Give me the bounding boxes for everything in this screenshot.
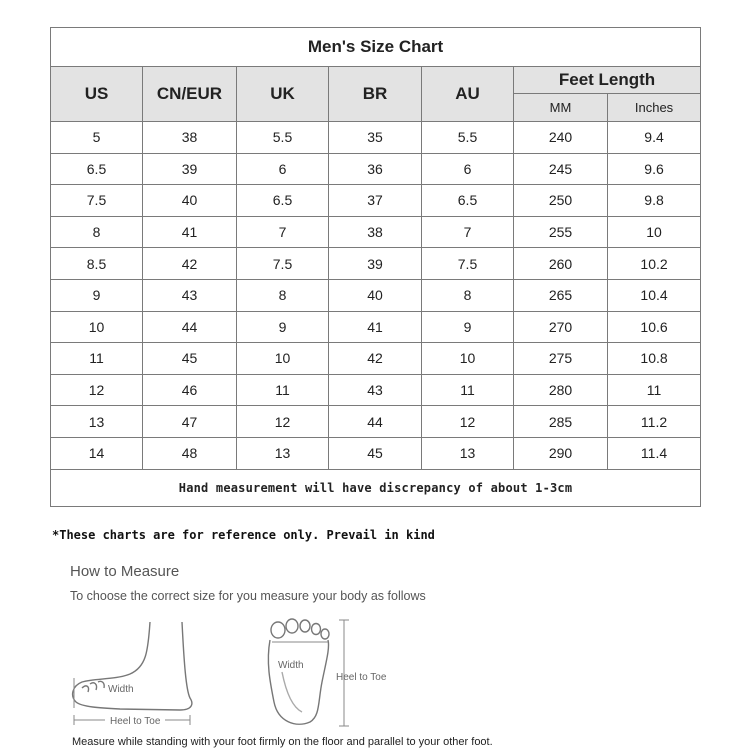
table-cell: 47 xyxy=(143,406,237,438)
table-note-row xyxy=(51,469,701,506)
how-to-measure-title: How to Measure xyxy=(70,563,180,580)
table-cell: 6 xyxy=(237,153,329,185)
table-row xyxy=(51,279,701,311)
table-cell: 8.5 xyxy=(51,248,143,280)
table-cell: 11.2 xyxy=(608,406,701,438)
table-cell: 5 xyxy=(51,122,143,154)
table-cell: 46 xyxy=(143,374,237,406)
table-cell: 11 xyxy=(422,374,514,406)
table-cell: 290 xyxy=(514,437,608,469)
table-cell: 280 xyxy=(514,374,608,406)
table-cell: 5.5 xyxy=(422,122,514,154)
table-cell: 9 xyxy=(51,279,143,311)
table-cell: 10.8 xyxy=(608,343,701,375)
table-cell: 275 xyxy=(514,343,608,375)
table-cell: 7.5 xyxy=(51,185,143,217)
table-row xyxy=(51,437,701,469)
table-cell: 285 xyxy=(514,406,608,438)
table-row xyxy=(51,248,701,280)
table-cell: 7.5 xyxy=(237,248,329,280)
table-cell: 9 xyxy=(422,311,514,343)
table-cell: 42 xyxy=(143,248,237,280)
table-cell: 260 xyxy=(514,248,608,280)
table-title-row xyxy=(51,28,701,67)
table-cell: 265 xyxy=(514,279,608,311)
table-cell: 44 xyxy=(143,311,237,343)
foot-side-view-icon xyxy=(73,622,192,710)
heel-to-toe-label-side: Heel to Toe xyxy=(110,716,161,727)
how-to-measure-footer: Measure while standing with your foot firmly on the floor and parallel to your other foot. xyxy=(72,736,493,748)
table-cell: 6.5 xyxy=(237,185,329,217)
foot-top-view-icon xyxy=(268,619,329,724)
table-cell: 270 xyxy=(514,311,608,343)
measurement-note: Hand measurement will have discrepancy of about 1-3cm xyxy=(51,469,701,506)
table-cell: 44 xyxy=(329,406,422,438)
table-cell: 45 xyxy=(143,343,237,375)
table-cell: 14 xyxy=(51,437,143,469)
table-cell: 10 xyxy=(608,216,701,248)
table-cell: 250 xyxy=(514,185,608,217)
table-cell: 10 xyxy=(422,343,514,375)
width-label-top: Width xyxy=(278,660,304,671)
table-cell: 13 xyxy=(237,437,329,469)
header-feet-length: Feet Length xyxy=(514,67,701,94)
table-cell: 13 xyxy=(51,406,143,438)
table-cell: 10.6 xyxy=(608,311,701,343)
table-cell: 5.5 xyxy=(237,122,329,154)
table-cell: 38 xyxy=(143,122,237,154)
disclaimer-text: *These charts are for reference only. Prevail in kind xyxy=(52,528,435,542)
table-cell: 10 xyxy=(51,311,143,343)
table-row xyxy=(51,185,701,217)
table-row xyxy=(51,406,701,438)
table-cell: 48 xyxy=(143,437,237,469)
table-cell: 12 xyxy=(422,406,514,438)
table-cell: 11 xyxy=(51,343,143,375)
table-cell: 40 xyxy=(143,185,237,217)
table-row xyxy=(51,122,701,154)
table-row xyxy=(51,374,701,406)
how-to-measure-subtitle: To choose the correct size for you measure your body as follows xyxy=(70,589,426,603)
subheader-inches: Inches xyxy=(608,94,701,122)
table-cell: 8 xyxy=(422,279,514,311)
table-row xyxy=(51,216,701,248)
table-cell: 41 xyxy=(143,216,237,248)
table-cell: 7.5 xyxy=(422,248,514,280)
table-cell: 6 xyxy=(422,153,514,185)
table-cell: 38 xyxy=(329,216,422,248)
header-uk: UK xyxy=(237,67,329,122)
table-cell: 11 xyxy=(237,374,329,406)
table-cell: 240 xyxy=(514,122,608,154)
table-cell: 37 xyxy=(329,185,422,217)
table-cell: 9.6 xyxy=(608,153,701,185)
table-cell: 39 xyxy=(329,248,422,280)
header-au: AU xyxy=(422,67,514,122)
table-cell: 39 xyxy=(143,153,237,185)
table-cell: 42 xyxy=(329,343,422,375)
table-cell: 40 xyxy=(329,279,422,311)
table-cell: 9.4 xyxy=(608,122,701,154)
table-cell: 7 xyxy=(422,216,514,248)
heel-to-toe-label-top: Heel to Toe xyxy=(336,672,387,683)
header-br: BR xyxy=(329,67,422,122)
table-cell: 8 xyxy=(51,216,143,248)
table-body xyxy=(51,122,701,470)
table-cell: 245 xyxy=(514,153,608,185)
width-label-side: Width xyxy=(108,684,134,695)
table-cell: 11 xyxy=(608,374,701,406)
table-cell: 10.2 xyxy=(608,248,701,280)
table-cell: 11.4 xyxy=(608,437,701,469)
table-cell: 10.4 xyxy=(608,279,701,311)
table-cell: 36 xyxy=(329,153,422,185)
table-cell: 12 xyxy=(51,374,143,406)
table-cell: 10 xyxy=(237,343,329,375)
table-cell: 8 xyxy=(237,279,329,311)
table-row xyxy=(51,343,701,375)
table-title: Men's Size Chart xyxy=(51,28,701,67)
table-cell: 7 xyxy=(237,216,329,248)
size-chart-table xyxy=(50,27,701,507)
header-cn-eur: CN/EUR xyxy=(143,67,237,122)
table-header-row xyxy=(51,67,701,94)
table-cell: 43 xyxy=(143,279,237,311)
table-cell: 6.5 xyxy=(422,185,514,217)
foot-measurement-illustration xyxy=(60,612,420,734)
table-cell: 9.8 xyxy=(608,185,701,217)
table-row xyxy=(51,311,701,343)
subheader-mm: MM xyxy=(514,94,608,122)
table-cell: 13 xyxy=(422,437,514,469)
table-cell: 35 xyxy=(329,122,422,154)
table-cell: 43 xyxy=(329,374,422,406)
header-us: US xyxy=(51,67,143,122)
table-cell: 45 xyxy=(329,437,422,469)
table-cell: 41 xyxy=(329,311,422,343)
table-cell: 9 xyxy=(237,311,329,343)
table-cell: 6.5 xyxy=(51,153,143,185)
table-cell: 12 xyxy=(237,406,329,438)
table-row xyxy=(51,153,701,185)
table-cell: 255 xyxy=(514,216,608,248)
